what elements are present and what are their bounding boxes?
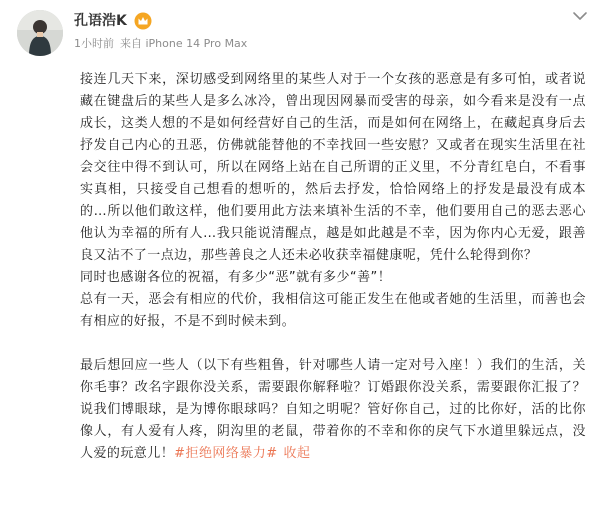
username[interactable]: 孔语浩K — [74, 13, 127, 29]
post-header — [0, 0, 600, 58]
blank-line — [80, 333, 586, 355]
post-paragraph: 总有一天，恶会有相应的代价，我相信这可能正发生在他或者她的生活里，而善也会有相应的好报，不是不到时候未到。 — [80, 292, 586, 329]
avatar-image — [17, 10, 63, 56]
crown-badge-icon — [134, 12, 152, 30]
avatar[interactable] — [17, 10, 63, 56]
post-source: 来自 iPhone 14 Pro Max — [120, 37, 248, 50]
post-paragraph: 同时也感谢各位的祝福，有多少“恶”就有多少“善”！ — [80, 270, 392, 285]
post-paragraph-last — [80, 355, 586, 465]
post-paragraph: 最后想回应一些人（以下有些粗鲁，针对哪些人请一定对号入座！）我们的生活，关你毛事？改名字跟你没关系，需要跟你解释啦？订婚跟你没关系，需要跟你汇报了？说我们博眼球，是为博你眼球吗？自知之明呢？管好你自己，过的比你好，活的比你像人，有人爱有人疼，阴沟里的老鼠，带着你的不幸和你的戾气下水道里躲远点，没人爱的玩意儿！ — [80, 358, 586, 461]
post-paragraph: 接连几天下来，深切感受到网络里的某些人对于一个女孩的恶意是有多可怕，或者说藏在键盘后的某些人是多么冰冷，曾出现因网暴而受害的母亲，如今看来是没有一点成长，这类人想的不是如何经营好自己的生活，而是如何在网络上，在藏起真身后去抒发自己内心的丑恶，仿佛就能替他的不幸找回一些安慰？又或者在现实生活里在社会交往中得不到认可，所以在网络上站在自己所谓的正义里，不分青红皂白，不看事实真相，只接受自己想看的想听的，然后去抒发，恰恰网络上的抒发是最没有成本的…所以他们敢这样，他们要用此方法来填补生活的不幸，他们要用自己的恶去恶心他认为幸福的所有人…我只能说清醒点，越是如此越是不幸，因为你内心无爱，跟善良又沾不了一点边，那些善良之人还未必收获幸福健康呢，凭什么轮得到你？ — [80, 72, 586, 263]
hashtag-link[interactable]: #拒绝网络暴力# — [174, 446, 278, 461]
post-meta — [74, 37, 247, 51]
collapse-link[interactable]: 收起 — [283, 446, 311, 461]
chevron-down-icon[interactable] — [572, 10, 588, 22]
post-body — [80, 69, 586, 465]
post-time: 1小时前 — [74, 37, 114, 50]
